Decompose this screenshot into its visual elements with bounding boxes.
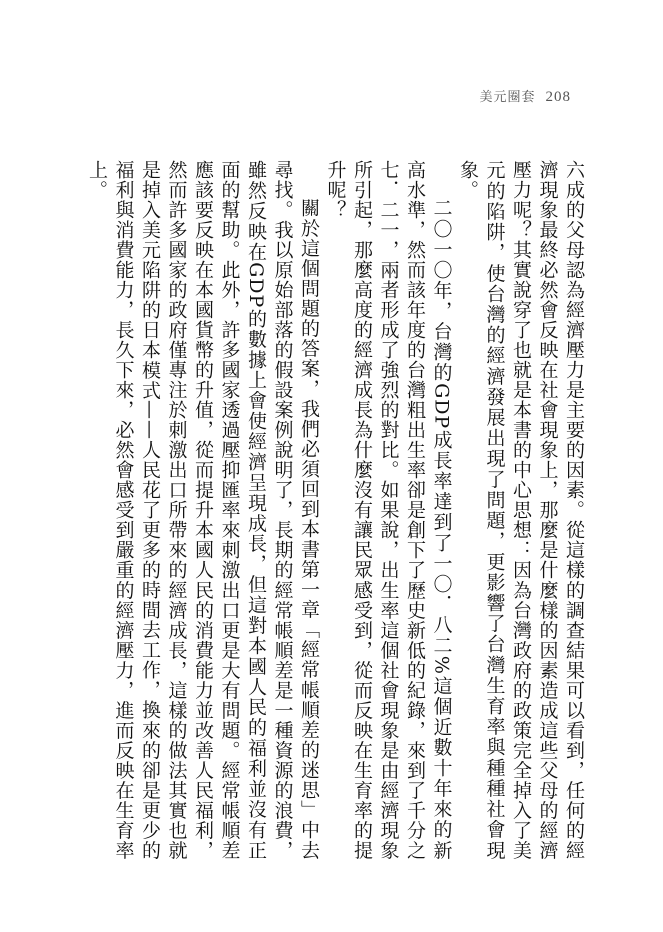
page-number: 208	[545, 89, 571, 105]
running-title: 美元圈套	[479, 90, 536, 105]
body-text	[71, 160, 587, 860]
paragraph-2: 二〇一〇年，台灣的GDP成長率達到了一〇．八二%這個近數十年來的新高水準，然而該年度的台灣粗出生率卻是創下了歷史新低的紀錄，來到了千分之七．二一，兩者形成了強烈的對比。如果說，出生率這個社會現象是由經濟現象所引起，那麼高度的經濟成長為什麼沒有讓民眾感受到，從而反映在生育率的提升呢？	[324, 160, 453, 860]
paragraph-3: 關於這個問題的答案，我們必須回到本書第一章「經常帳順差的迷思」中去尋找。我以原始部落的假設案例說明了，長期的經常帳順差是一種資源的浪費，雖然反映在GDP的數據上會使經濟呈現成長，但這對本國人民的福利並沒有正面的幫助。此外，許多國家透過壓抑匯率來刺激出口更是大有問題。經常帳順差應該要反映在本國貨幣的升值，從而提升本國人民的消費能力並改善人民福利，然而許多國家的政府僅專注於刺激出口所帶來的經濟成長，這樣的做法其實也就是掉入美元陷阱的日本模式——人民花了更多的時間去工作，換來的卻是更少的福利與消費能力，長久下來，必然會感受到嚴重的經濟壓力，進而反映在生育率上。	[86, 160, 320, 860]
paragraph-1: 六成的父母認為經濟壓力是主要的因素。從這樣的調查結果可以看到，任何的經濟現象最終必然會反映在社會現象上，那麼是什麼樣的因素造成這些父母的經濟壓力呢？其實說穿了也就是本書的中心思想：因為台灣政府的政策完全掉入了美元的陷阱，使台灣的經濟發展出現了問題，更影響了台灣生育率與種種社會現象。	[457, 160, 585, 860]
page-header	[479, 86, 571, 106]
